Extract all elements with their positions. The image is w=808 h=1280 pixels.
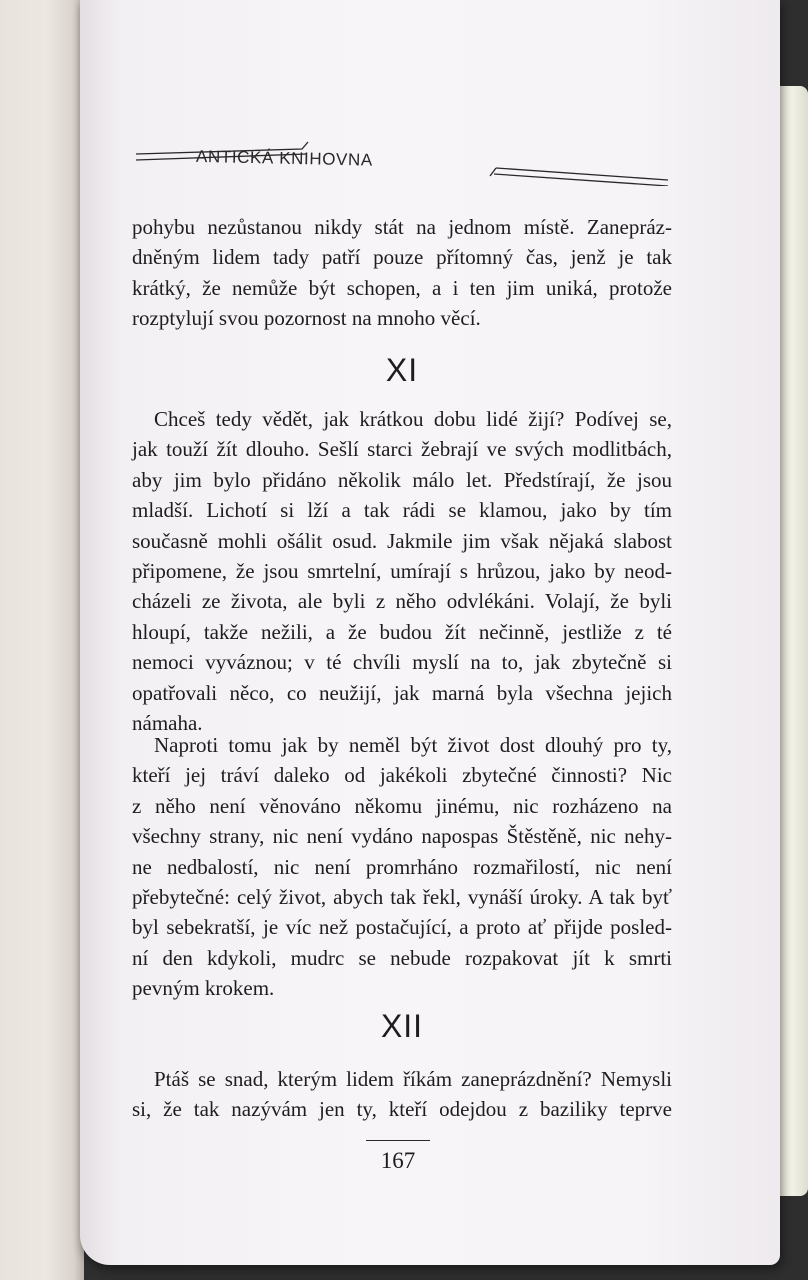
text-line: si, že tak nazývám jen ty, kteří odejdou z baziliky teprve — [132, 1097, 672, 1122]
text-line: opatřovali něco, co neužijí, jak marná byla všechna jejich — [132, 680, 672, 705]
text-line: současně mohli ošálit osud. Jakmile jim však nějaká slabost — [132, 528, 672, 553]
text-line: z něho není věnováno někomu jinému, nic rozházeno na — [132, 793, 672, 818]
text-line: nemoci vyváznou; v té chvíli myslí na to, jak zbytečně si — [132, 650, 672, 675]
text-line: připomene, že jsou smrtelní, umírají s hrůzou, jako by neod- — [132, 559, 672, 584]
text-line: Naproti tomu jak by neměl být život dost dlouhý pro ty, — [154, 733, 672, 757]
text-line: mladší. Lichotí si lží a tak rádi se klamou, jako by tím — [132, 498, 672, 523]
text-line: ne nedbalostí, nic není promrháno rozmařilostí, nic není — [132, 854, 672, 879]
text-line: námaha. — [132, 711, 203, 736]
text-line: krátký, že nemůže být schopen, a i ten jim uniká, protože — [132, 275, 672, 300]
chapter-xi-paragraph-1 — [132, 404, 672, 738]
running-header-title: ANTICKÁ KNIHOVNA — [195, 146, 373, 170]
text-line: všechny strany, nic není vydáno napospas Štěstěně, nic nehy- — [132, 824, 672, 849]
text-line: jak touží žít dlouho. Sešlí starci žebrají ve svých modlitbách, — [132, 437, 672, 462]
text-line: ní den kdykoli, mudrc se nebude rozpakovat jít k smrti — [132, 945, 672, 970]
opening-paragraph — [132, 212, 672, 334]
chapter-heading-xii: XII — [380, 1008, 424, 1044]
text-line: Chceš tedy vědět, jak krátkou dobu lidé žijí? Podívej se, — [154, 407, 672, 431]
chapter-xi-paragraph-2 — [132, 730, 672, 1004]
previous-page-edge — [0, 0, 84, 1280]
text-line: rozptylují svou pozornost na mnoho věcí. — [132, 306, 481, 331]
text-line: Ptáš se snad, kterým lidem říkám zaneprázdnění? Nemysli — [154, 1067, 672, 1091]
page-number: 167 — [380, 1148, 416, 1173]
text-line: pevným krokem. — [132, 976, 275, 1001]
chapter-xii-paragraph-1 — [132, 1064, 672, 1125]
text-line: kteří jej tráví daleko od jakékoli zbytečné činnosti? Nic — [132, 763, 672, 788]
folio-rule — [366, 1140, 430, 1141]
text-line: pohybu nezůstanou nikdy stát na jednom místě. Zanepráz- — [132, 215, 672, 239]
text-line: cházeli ze života, ale byli z něho odvlékáni. Volají, že byli — [132, 589, 672, 614]
text-line: byl sebekratší, je víc než postačující, a proto ať přijde posled- — [132, 915, 672, 940]
text-line: přebytečné: celý život, abych tak řekl, vynáší úroky. A tak byť — [132, 885, 672, 910]
text-line: hloupí, takže nežili, a že budou žít nečinně, jestliže z té — [132, 619, 672, 644]
text-line: aby jim bylo přidáno několik málo let. Předstírají, že jsou — [132, 467, 672, 492]
chapter-heading-xi: XI — [385, 352, 419, 388]
text-line: dněným lidem tady patří pouze přítomný čas, jenž je tak — [132, 245, 672, 270]
